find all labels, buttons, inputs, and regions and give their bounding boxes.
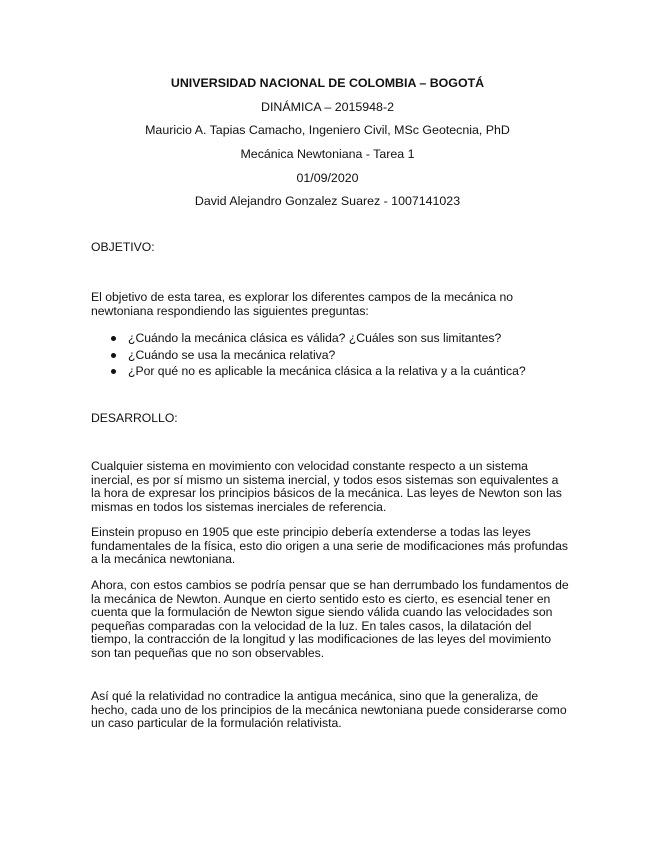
questions-list — [91, 330, 569, 380]
list-item — [91, 347, 569, 364]
list-item — [91, 363, 569, 380]
development-paragraph: Einstein propuso en 1905 que este principio debería extenderse a todas las leyes fundamentales de la física, esto dio origen a una serie de modificaciones más profundas a la mecánica newtoniana. — [91, 525, 568, 566]
university-title: UNIVERSIDAD NACIONAL DE COLOMBIA – BOGOTÁ — [170, 76, 485, 90]
professor-name: Mauricio A. Tapias Camacho, Ingeniero Civil, MSc Geotecnia, PhD — [145, 123, 510, 138]
objective-heading: OBJETIVO: — [91, 240, 155, 254]
development-paragraph: Cualquier sistema en movimiento con velocidad constante respecto a un sistema inercial, es por sí mismo un sistema inercial, y todos esos sistemas son equivalentes a la hora de expresar los principios básicos de la mecánica. Las leyes de Newton son las mismas en todos los sistemas inerciales de referencia. — [91, 459, 562, 514]
question-text: ¿Cuándo la mecánica clásica es válida? ¿Cuáles son sus limitantes? — [128, 331, 502, 345]
objective-text: El objetivo de esta tarea, es explorar los diferentes campos de la mecánica no newtoniana respondiendo las siguientes preguntas: — [91, 290, 514, 318]
assignment-title: Mecánica Newtoniana - Tarea 1 — [240, 147, 415, 162]
course-code: DINÁMICA – 2015948-2 — [261, 99, 394, 114]
list-item — [91, 330, 569, 347]
development-paragraph: Así qué la relatividad no contradice la antigua mecánica, sino que la generaliza, de hecho, cada uno de los principios de la mecánica newtoniana puede considerarse como un caso particular de la formulación relativista. — [91, 689, 567, 730]
bullet-icon — [111, 369, 116, 374]
development-paragraph: Ahora, con estos cambios se podría pensar que se han derrumbado los fundamentos de la mecánica de Newton. Aunque en cierto sentido esto es cierto, es esencial tener en cuenta que la formulación de Newton sigue siendo válida cuando las velocidades son pequeñas comparadas con la velocidad de la luz. En tales casos, la dilatación del tiempo, la contracción de la longitud y las modificaciones de las leyes del movimiento son tan pequeñas que no son observables. — [91, 578, 569, 660]
question-text: ¿Cuándo se usa la mecánica relativa? — [128, 347, 336, 362]
document-header — [0, 72, 655, 214]
document-date: 01/09/2020 — [296, 170, 359, 185]
development-heading: DESARROLLO: — [91, 411, 178, 425]
bullet-icon — [111, 353, 116, 358]
question-text: ¿Por qué no es aplicable la mecánica clásica a la relativa y a la cuántica? — [128, 364, 526, 378]
bullet-icon — [111, 336, 116, 341]
student-name: David Alejandro Gonzalez Suarez - 1007141023 — [194, 194, 461, 209]
